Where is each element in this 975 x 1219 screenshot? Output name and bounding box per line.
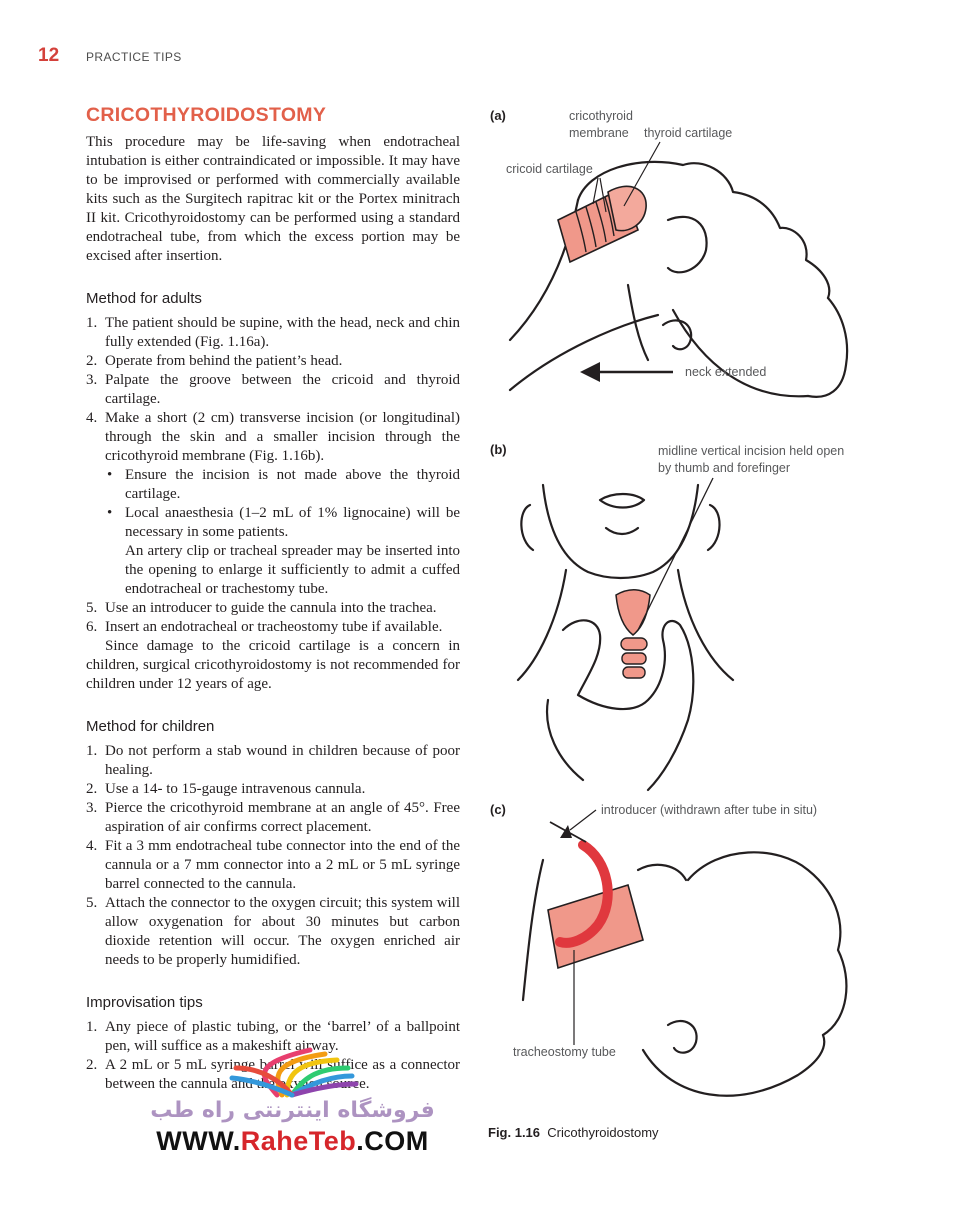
step-text: The patient should be supine, with the head, neck and chin fully extended (Fig. 1.16a). bbox=[105, 315, 460, 350]
bullet-item: • Local anaesthesia (1–2 mL of 1% lignocaine) will be necessary in some patients. bbox=[105, 504, 460, 542]
step-number: 5. bbox=[86, 600, 98, 616]
cricothyroid-membrane-label: cricothyroid membrane bbox=[569, 109, 633, 140]
bullet-note: An artery clip or tracheal spreader may be inserted into the opening to enlarge it sufficiently to admit a cuffed endotracheal or trachestomy tube. bbox=[125, 543, 460, 597]
page-number: 12 bbox=[38, 45, 60, 66]
step-number: 1. bbox=[86, 1019, 98, 1035]
face-c-outline bbox=[688, 852, 846, 1035]
face-outline bbox=[808, 298, 847, 397]
ear-left-b bbox=[521, 505, 533, 550]
thyroid-cartilage-label: thyroid cartilage bbox=[644, 126, 733, 140]
watermark-url-suffix: .COM bbox=[356, 1126, 429, 1156]
list-item bbox=[86, 599, 460, 618]
panel-label-c: (c) bbox=[490, 802, 506, 817]
intro-paragraph: This procedure may be life-saving when endotracheal intubation is either contraindicated or impossible. It may have to be improvised or performed with commercially available kits such as the Surgitech rapitrac kit or the Portex minitrach II kit. Cricothyroidostomy can be performed using a standard endotracheal tube, from which the excess portion may be excised after insertion. bbox=[86, 134, 460, 264]
head-back-c bbox=[643, 1035, 824, 1096]
list-item bbox=[86, 799, 460, 837]
wrist-b bbox=[547, 700, 583, 780]
figure-caption-text: Cricothyroidostomy bbox=[547, 1125, 659, 1140]
figure-illustration bbox=[488, 100, 958, 1160]
step-text: Any piece of plastic tubing, or the ‘barrel’ of a ballpoint pen, will suffice as a makeshift airway. bbox=[105, 1019, 460, 1054]
children-heading: Method for children bbox=[86, 718, 215, 735]
ring-b-1 bbox=[622, 653, 646, 664]
panel-label-a: (a) bbox=[490, 108, 506, 123]
list-item bbox=[86, 780, 460, 799]
list-item bbox=[86, 894, 460, 970]
introducer-label: introducer (withdrawn after tube in situ) bbox=[601, 803, 818, 817]
watermark-url-prefix: WWW. bbox=[156, 1126, 241, 1156]
bullet-item: • Ensure the incision is not made above the thyroid cartilage. bbox=[105, 466, 460, 504]
thyroid-cartilage-b bbox=[616, 590, 650, 635]
mouth-b bbox=[600, 494, 644, 508]
midline-incision-label: midline vertical incision held open by thumb and forefinger bbox=[658, 444, 845, 475]
adults-steps bbox=[86, 314, 460, 637]
step-text: Use an introducer to guide the cannula into the trachea. bbox=[105, 600, 437, 616]
text-column bbox=[86, 106, 460, 1094]
step-number: 6. bbox=[86, 619, 98, 635]
adults-heading: Method for adults bbox=[86, 290, 202, 307]
introducer-leader bbox=[570, 810, 596, 830]
figure-number: Fig. 1.16 bbox=[488, 1125, 541, 1140]
step-text: Do not perform a stab wound in children because of poor healing. bbox=[105, 743, 460, 778]
ear-right-b bbox=[708, 505, 720, 550]
incision-leader bbox=[638, 478, 713, 630]
step-number: 1. bbox=[86, 743, 98, 759]
improvisation-heading: Improvisation tips bbox=[86, 994, 203, 1011]
cricothyroidostomy-figure bbox=[488, 100, 958, 1160]
step-number: 4. bbox=[86, 838, 98, 854]
neck-extended-arrow bbox=[580, 362, 673, 382]
children-caution-paragraph: Since damage to the cricoid cartilage is a concern in children, surgical cricothyroidostomy is not recommended for children under 12 years of age. bbox=[86, 638, 460, 692]
neck-c-front bbox=[523, 860, 543, 1000]
jaw-line bbox=[668, 217, 707, 272]
list-item bbox=[86, 618, 460, 637]
book-logo-icon bbox=[120, 1040, 465, 1100]
panel-c-larynx bbox=[548, 810, 643, 1045]
panel-label-b: (b) bbox=[490, 442, 507, 457]
step-number: 2. bbox=[86, 1057, 98, 1073]
step-text: Make a short (2 cm) transverse incision (or longitudinal) through the skin and a smaller incision through the cricothyroid membrane (Fig. 1.16b). bbox=[105, 410, 460, 464]
chin-b bbox=[606, 528, 638, 534]
list-item bbox=[86, 409, 460, 599]
watermark-url-accent: RaheTeb bbox=[240, 1126, 357, 1156]
step-text: Insert an endotracheal or tracheostomy tube if available. bbox=[105, 619, 443, 635]
panel-a-drawing bbox=[510, 162, 847, 397]
step-number: 2. bbox=[86, 781, 98, 797]
list-item bbox=[86, 371, 460, 409]
neck-right-b bbox=[678, 570, 733, 680]
children-steps bbox=[86, 742, 460, 970]
step-number: 1. bbox=[86, 315, 98, 331]
tracheostomy-tube-label: tracheostomy tube bbox=[513, 1045, 616, 1059]
step-text: Attach the connector to the oxygen circuit; this system will allow oxygenation for about 30 minutes but carbon dioxide retention will occur. The oxygen enriched air needs to be properly humidified. bbox=[105, 895, 460, 968]
watermark bbox=[120, 1040, 465, 1168]
list-item bbox=[86, 314, 460, 352]
step-text: Palpate the groove between the cricoid and thyroid cartilage. bbox=[105, 372, 460, 407]
neck-extended-label: neck extended bbox=[685, 365, 767, 379]
step-number: 2. bbox=[86, 353, 98, 369]
step-number: 3. bbox=[86, 800, 98, 816]
step-number: 3. bbox=[86, 372, 98, 388]
list-item bbox=[86, 352, 460, 371]
step-text: Fit a 3 mm endotracheal tube connector into the end of the cannula or a 7 mm connector into a 2 mL or 5 mL syringe barrel connected to the cannula. bbox=[105, 838, 460, 892]
panel-a-larynx bbox=[558, 142, 660, 262]
step-number: 5. bbox=[86, 895, 98, 911]
list-item bbox=[86, 837, 460, 894]
running-head: PRACTICE TIPS bbox=[86, 50, 182, 64]
incision-bullets bbox=[105, 466, 460, 542]
watermark-persian-text: فروشگاه اینترنتی راه طب bbox=[150, 1098, 435, 1123]
head-back-outline bbox=[673, 310, 808, 396]
chin-c bbox=[638, 865, 686, 880]
cricoid-cartilage-label: cricoid cartilage bbox=[506, 162, 593, 176]
figure-caption bbox=[488, 1125, 659, 1140]
ring-b-2 bbox=[623, 667, 645, 678]
ear-c bbox=[668, 1021, 697, 1053]
step-text: A 2 mL or 5 mL syringe barrel will suffice as a connector between the cannula and the oxygen source. bbox=[105, 1057, 460, 1092]
section-title: CRICOTHYROIDOSTOMY bbox=[86, 104, 327, 126]
step-number: 4. bbox=[86, 410, 98, 426]
face-b-outline bbox=[543, 485, 698, 578]
introducer-arrow bbox=[560, 825, 572, 838]
step-text: Use a 14- to 15-gauge intravenous cannula. bbox=[105, 781, 366, 797]
watermark-url bbox=[120, 1126, 465, 1157]
step-text: Pierce the cricothyroid membrane at an angle of 45°. Free aspiration of air confirms correct placement. bbox=[105, 800, 460, 835]
neck-left-b bbox=[518, 570, 566, 680]
list-item bbox=[86, 742, 460, 780]
step-text: Operate from behind the patient’s head. bbox=[105, 353, 343, 369]
ear-outline bbox=[663, 320, 691, 349]
cricoid-b bbox=[621, 638, 647, 650]
